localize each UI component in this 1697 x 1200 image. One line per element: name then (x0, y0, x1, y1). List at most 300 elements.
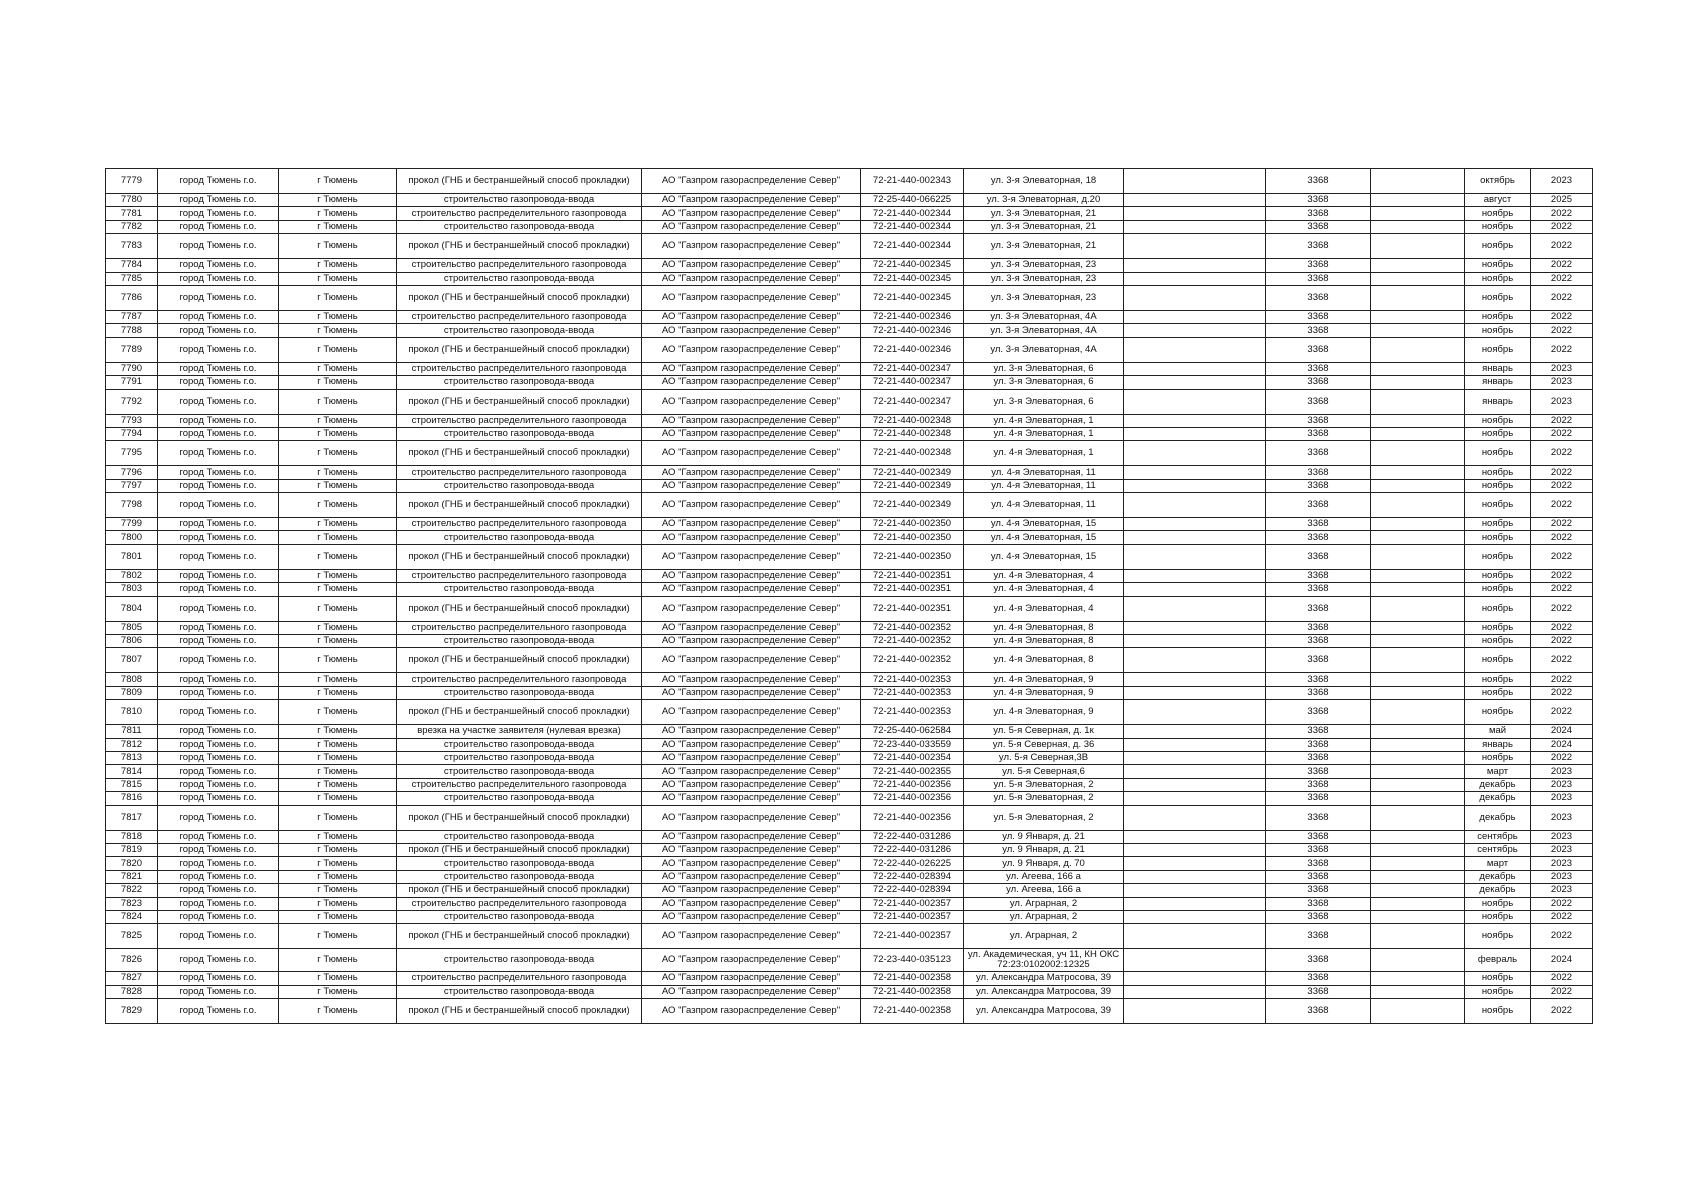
month-cell: ноябрь (1465, 466, 1531, 479)
work-type-cell: строительство газопровода-ввода (397, 686, 642, 699)
empty-cell (1124, 310, 1266, 323)
empty-cell (1371, 337, 1465, 362)
work-type-cell: прокол (ГНБ и бестраншейный способ прокладки) (397, 999, 642, 1024)
address-cell: ул. 4-я Элеваторная, 9 (964, 686, 1124, 699)
row-number-cell: 7785 (106, 272, 158, 285)
address-cell: ул. 3-я Элеваторная, 4А (964, 337, 1124, 362)
organization-cell: АО "Газпром газораспределение Север" (642, 843, 861, 856)
year-cell: 2022 (1531, 493, 1593, 518)
month-cell: ноябрь (1465, 518, 1531, 531)
locality-cell: г Тюмень (279, 778, 397, 791)
organization-cell: АО "Газпром газораспределение Север" (642, 389, 861, 414)
municipality-cell: город Тюмень г.о. (158, 324, 279, 337)
municipality-cell: город Тюмень г.о. (158, 686, 279, 699)
registry-number-cell: 72-21-440-002358 (861, 985, 964, 998)
empty-cell (1371, 493, 1465, 518)
row-number-cell: 7791 (106, 376, 158, 389)
empty-cell (1124, 441, 1266, 466)
locality-cell: г Тюмень (279, 924, 397, 949)
organization-cell: АО "Газпром газораспределение Север" (642, 648, 861, 673)
year-cell: 2022 (1531, 700, 1593, 725)
month-cell: ноябрь (1465, 596, 1531, 621)
empty-cell (1124, 389, 1266, 414)
table-row (106, 972, 1593, 985)
work-type-cell: прокол (ГНБ и бестраншейный способ прокладки) (397, 596, 642, 621)
year-cell: 2022 (1531, 972, 1593, 985)
code-cell: 3368 (1266, 792, 1371, 805)
registry-number-cell: 72-21-440-002347 (861, 362, 964, 375)
month-cell: ноябрь (1465, 337, 1531, 362)
work-type-cell: строительство газопровода-ввода (397, 870, 642, 883)
organization-cell: АО "Газпром газораспределение Север" (642, 310, 861, 323)
empty-cell (1371, 285, 1465, 310)
code-cell: 3368 (1266, 700, 1371, 725)
locality-cell: г Тюмень (279, 738, 397, 751)
municipality-cell: город Тюмень г.о. (158, 427, 279, 440)
empty-cell (1124, 870, 1266, 883)
empty-cell (1124, 479, 1266, 492)
table-row (106, 999, 1593, 1024)
empty-cell (1371, 884, 1465, 897)
empty-cell (1371, 700, 1465, 725)
empty-cell (1124, 220, 1266, 233)
organization-cell: АО "Газпром газораспределение Север" (642, 985, 861, 998)
work-type-cell: строительство газопровода-ввода (397, 272, 642, 285)
row-number-cell: 7818 (106, 830, 158, 843)
work-type-cell: строительство газопровода-ввода (397, 985, 642, 998)
row-number-cell: 7794 (106, 427, 158, 440)
organization-cell: АО "Газпром газораспределение Север" (642, 738, 861, 751)
registry-number-cell: 72-21-440-002351 (861, 583, 964, 596)
address-cell: ул. 4-я Элеваторная, 4 (964, 569, 1124, 582)
month-cell: ноябрь (1465, 621, 1531, 634)
locality-cell: г Тюмень (279, 700, 397, 725)
table-row (106, 569, 1593, 582)
code-cell: 3368 (1266, 414, 1371, 427)
locality-cell: г Тюмень (279, 999, 397, 1024)
registry-number-cell: 72-22-440-026225 (861, 857, 964, 870)
year-cell: 2023 (1531, 857, 1593, 870)
table-row (106, 897, 1593, 910)
work-type-cell: строительство распределительного газопровода (397, 362, 642, 375)
month-cell: ноябрь (1465, 531, 1531, 544)
registry-number-cell: 72-21-440-002349 (861, 466, 964, 479)
row-number-cell: 7807 (106, 648, 158, 673)
municipality-cell: город Тюмень г.о. (158, 778, 279, 791)
empty-cell (1371, 544, 1465, 569)
municipality-cell: город Тюмень г.о. (158, 362, 279, 375)
month-cell: ноябрь (1465, 897, 1531, 910)
code-cell: 3368 (1266, 949, 1371, 972)
work-type-cell: строительство газопровода-ввода (397, 427, 642, 440)
empty-cell (1371, 596, 1465, 621)
work-type-cell: строительство газопровода-ввода (397, 479, 642, 492)
empty-cell (1124, 272, 1266, 285)
table-row (106, 234, 1593, 259)
organization-cell: АО "Газпром газораспределение Север" (642, 362, 861, 375)
code-cell: 3368 (1266, 830, 1371, 843)
work-type-cell: прокол (ГНБ и бестраншейный способ прокладки) (397, 648, 642, 673)
municipality-cell: город Тюмень г.о. (158, 738, 279, 751)
municipality-cell: город Тюмень г.о. (158, 949, 279, 972)
month-cell: август (1465, 194, 1531, 207)
code-cell: 3368 (1266, 220, 1371, 233)
work-type-cell: строительство газопровода-ввода (397, 751, 642, 764)
empty-cell (1124, 207, 1266, 220)
empty-cell (1124, 414, 1266, 427)
organization-cell: АО "Газпром газораспределение Север" (642, 725, 861, 738)
empty-cell (1371, 362, 1465, 375)
registry-number-cell: 72-21-440-002356 (861, 792, 964, 805)
address-cell: ул. 4-я Элеваторная, 4 (964, 583, 1124, 596)
locality-cell: г Тюмень (279, 479, 397, 492)
table-row (106, 376, 1593, 389)
registry-number-cell: 72-21-440-002350 (861, 518, 964, 531)
code-cell: 3368 (1266, 910, 1371, 923)
empty-cell (1371, 466, 1465, 479)
municipality-cell: город Тюмень г.о. (158, 259, 279, 272)
row-number-cell: 7821 (106, 870, 158, 883)
table-row (106, 648, 1593, 673)
row-number-cell: 7820 (106, 857, 158, 870)
empty-cell (1124, 738, 1266, 751)
empty-cell (1371, 738, 1465, 751)
year-cell: 2023 (1531, 362, 1593, 375)
address-cell: ул. 3-я Элеваторная, 21 (964, 207, 1124, 220)
organization-cell: АО "Газпром газораспределение Север" (642, 999, 861, 1024)
code-cell: 3368 (1266, 924, 1371, 949)
registry-number-cell: 72-21-440-002353 (861, 700, 964, 725)
address-cell: ул. 4-я Элеваторная, 11 (964, 479, 1124, 492)
work-type-cell: строительство газопровода-ввода (397, 376, 642, 389)
code-cell: 3368 (1266, 518, 1371, 531)
table-row (106, 621, 1593, 634)
address-cell: ул. 4-я Элеваторная, 8 (964, 635, 1124, 648)
locality-cell: г Тюмень (279, 169, 397, 194)
month-cell: январь (1465, 738, 1531, 751)
registry-number-cell: 72-22-440-031286 (861, 830, 964, 843)
row-number-cell: 7819 (106, 843, 158, 856)
municipality-cell: город Тюмень г.о. (158, 985, 279, 998)
municipality-cell: город Тюмень г.о. (158, 466, 279, 479)
month-cell: ноябрь (1465, 441, 1531, 466)
code-cell: 3368 (1266, 272, 1371, 285)
empty-cell (1124, 700, 1266, 725)
year-cell: 2022 (1531, 635, 1593, 648)
empty-cell (1371, 324, 1465, 337)
registry-number-cell: 72-23-440-035123 (861, 949, 964, 972)
month-cell: ноябрь (1465, 985, 1531, 998)
municipality-cell: город Тюмень г.о. (158, 169, 279, 194)
row-number-cell: 7798 (106, 493, 158, 518)
organization-cell: АО "Газпром газораспределение Север" (642, 792, 861, 805)
year-cell: 2023 (1531, 805, 1593, 830)
registry-number-cell: 72-21-440-002347 (861, 376, 964, 389)
municipality-cell: город Тюмень г.о. (158, 596, 279, 621)
municipality-cell: город Тюмень г.о. (158, 583, 279, 596)
code-cell: 3368 (1266, 234, 1371, 259)
municipality-cell: город Тюмень г.о. (158, 310, 279, 323)
table-body (106, 169, 1593, 1024)
row-number-cell: 7786 (106, 285, 158, 310)
table-row (106, 583, 1593, 596)
empty-cell (1124, 234, 1266, 259)
registry-number-cell: 72-21-440-002346 (861, 337, 964, 362)
year-cell: 2022 (1531, 479, 1593, 492)
code-cell: 3368 (1266, 999, 1371, 1024)
month-cell: ноябрь (1465, 427, 1531, 440)
organization-cell: АО "Газпром газораспределение Север" (642, 673, 861, 686)
row-number-cell: 7795 (106, 441, 158, 466)
empty-cell (1124, 376, 1266, 389)
row-number-cell: 7802 (106, 569, 158, 582)
empty-cell (1124, 569, 1266, 582)
empty-cell (1124, 765, 1266, 778)
address-cell: ул. 3-я Элеваторная, 4А (964, 310, 1124, 323)
locality-cell: г Тюмень (279, 234, 397, 259)
empty-cell (1371, 621, 1465, 634)
empty-cell (1371, 765, 1465, 778)
address-cell: ул. 9 Января, д. 21 (964, 843, 1124, 856)
locality-cell: г Тюмень (279, 792, 397, 805)
address-cell: ул. 3-я Элеваторная, д.20 (964, 194, 1124, 207)
table-row (106, 310, 1593, 323)
locality-cell: г Тюмень (279, 324, 397, 337)
organization-cell: АО "Газпром газораспределение Север" (642, 479, 861, 492)
empty-cell (1371, 259, 1465, 272)
locality-cell: г Тюмень (279, 414, 397, 427)
empty-cell (1371, 569, 1465, 582)
municipality-cell: город Тюмень г.о. (158, 805, 279, 830)
code-cell: 3368 (1266, 884, 1371, 897)
row-number-cell: 7797 (106, 479, 158, 492)
work-type-cell: прокол (ГНБ и бестраншейный способ прокладки) (397, 884, 642, 897)
work-type-cell: прокол (ГНБ и бестраншейный способ прокладки) (397, 805, 642, 830)
address-cell: ул. 4-я Элеваторная, 11 (964, 493, 1124, 518)
year-cell: 2022 (1531, 220, 1593, 233)
year-cell: 2022 (1531, 583, 1593, 596)
code-cell: 3368 (1266, 621, 1371, 634)
row-number-cell: 7804 (106, 596, 158, 621)
registry-number-cell: 72-21-440-002349 (861, 493, 964, 518)
work-type-cell: строительство газопровода-ввода (397, 531, 642, 544)
work-type-cell: строительство газопровода-ввода (397, 220, 642, 233)
table-row (106, 635, 1593, 648)
locality-cell: г Тюмень (279, 596, 397, 621)
row-number-cell: 7825 (106, 924, 158, 949)
empty-cell (1124, 999, 1266, 1024)
organization-cell: АО "Газпром газораспределение Север" (642, 830, 861, 843)
year-cell: 2023 (1531, 376, 1593, 389)
locality-cell: г Тюмень (279, 569, 397, 582)
organization-cell: АО "Газпром газораспределение Север" (642, 910, 861, 923)
municipality-cell: город Тюмень г.о. (158, 725, 279, 738)
month-cell: октябрь (1465, 169, 1531, 194)
month-cell: ноябрь (1465, 285, 1531, 310)
year-cell: 2023 (1531, 870, 1593, 883)
month-cell: декабрь (1465, 805, 1531, 830)
organization-cell: АО "Газпром газораспределение Север" (642, 207, 861, 220)
address-cell: ул. 4-я Элеваторная, 4 (964, 596, 1124, 621)
municipality-cell: город Тюмень г.о. (158, 285, 279, 310)
empty-cell (1124, 362, 1266, 375)
month-cell: ноябрь (1465, 924, 1531, 949)
year-cell: 2022 (1531, 337, 1593, 362)
row-number-cell: 7780 (106, 194, 158, 207)
organization-cell: АО "Газпром газораспределение Север" (642, 751, 861, 764)
organization-cell: АО "Газпром газораспределение Север" (642, 870, 861, 883)
locality-cell: г Тюмень (279, 843, 397, 856)
empty-cell (1371, 194, 1465, 207)
table-row (106, 493, 1593, 518)
municipality-cell: город Тюмень г.о. (158, 220, 279, 233)
table-row (106, 738, 1593, 751)
month-cell: ноябрь (1465, 234, 1531, 259)
address-cell: ул. 5-я Северная, д. 36 (964, 738, 1124, 751)
row-number-cell: 7782 (106, 220, 158, 233)
empty-cell (1371, 272, 1465, 285)
registry-number-cell: 72-21-440-002352 (861, 635, 964, 648)
locality-cell: г Тюмень (279, 427, 397, 440)
row-number-cell: 7792 (106, 389, 158, 414)
table-row (106, 857, 1593, 870)
month-cell: ноябрь (1465, 751, 1531, 764)
table-row (106, 910, 1593, 923)
table-row (106, 544, 1593, 569)
code-cell: 3368 (1266, 648, 1371, 673)
municipality-cell: город Тюмень г.о. (158, 635, 279, 648)
locality-cell: г Тюмень (279, 362, 397, 375)
month-cell: ноябрь (1465, 910, 1531, 923)
organization-cell: АО "Газпром газораспределение Север" (642, 518, 861, 531)
row-number-cell: 7781 (106, 207, 158, 220)
locality-cell: г Тюмень (279, 310, 397, 323)
municipality-cell: город Тюмень г.о. (158, 376, 279, 389)
address-cell: ул. 3-я Элеваторная, 21 (964, 234, 1124, 259)
month-cell: ноябрь (1465, 583, 1531, 596)
work-type-cell: прокол (ГНБ и бестраншейный способ прокладки) (397, 843, 642, 856)
empty-cell (1371, 910, 1465, 923)
code-cell: 3368 (1266, 725, 1371, 738)
empty-cell (1124, 259, 1266, 272)
year-cell: 2022 (1531, 234, 1593, 259)
year-cell: 2022 (1531, 569, 1593, 582)
empty-cell (1124, 884, 1266, 897)
empty-cell (1371, 583, 1465, 596)
table-row (106, 518, 1593, 531)
address-cell: ул. 3-я Элеваторная, 4А (964, 324, 1124, 337)
work-type-cell: прокол (ГНБ и бестраншейный способ прокладки) (397, 700, 642, 725)
work-type-cell: строительство распределительного газопровода (397, 259, 642, 272)
work-type-cell: строительство газопровода-ввода (397, 830, 642, 843)
organization-cell: АО "Газпром газораспределение Север" (642, 544, 861, 569)
month-cell: март (1465, 765, 1531, 778)
registry-number-cell: 72-25-440-066225 (861, 194, 964, 207)
locality-cell: г Тюмень (279, 870, 397, 883)
table-row (106, 259, 1593, 272)
address-cell: ул. 4-я Элеваторная, 1 (964, 414, 1124, 427)
locality-cell: г Тюмень (279, 466, 397, 479)
code-cell: 3368 (1266, 596, 1371, 621)
address-cell: ул. 9 Января, д. 70 (964, 857, 1124, 870)
organization-cell: АО "Газпром газораспределение Север" (642, 493, 861, 518)
table-row (106, 272, 1593, 285)
table-row (106, 924, 1593, 949)
address-cell: ул. 5-я Северная, д. 1к (964, 725, 1124, 738)
registry-number-cell: 72-21-440-002350 (861, 544, 964, 569)
row-number-cell: 7800 (106, 531, 158, 544)
registry-number-cell: 72-21-440-002347 (861, 389, 964, 414)
code-cell: 3368 (1266, 778, 1371, 791)
work-type-cell: прокол (ГНБ и бестраншейный способ прокладки) (397, 337, 642, 362)
row-number-cell: 7787 (106, 310, 158, 323)
registry-number-cell: 72-21-440-002348 (861, 441, 964, 466)
municipality-cell: город Тюмень г.о. (158, 924, 279, 949)
code-cell: 3368 (1266, 857, 1371, 870)
municipality-cell: город Тюмень г.о. (158, 830, 279, 843)
registry-number-cell: 72-21-440-002358 (861, 999, 964, 1024)
locality-cell: г Тюмень (279, 259, 397, 272)
registry-number-cell: 72-21-440-002346 (861, 324, 964, 337)
year-cell: 2024 (1531, 725, 1593, 738)
municipality-cell: город Тюмень г.о. (158, 972, 279, 985)
address-cell: ул. Агеева, 166 а (964, 870, 1124, 883)
row-number-cell: 7823 (106, 897, 158, 910)
address-cell: ул. 4-я Элеваторная, 9 (964, 673, 1124, 686)
month-cell: ноябрь (1465, 635, 1531, 648)
table-row (106, 843, 1593, 856)
empty-cell (1124, 466, 1266, 479)
empty-cell (1371, 870, 1465, 883)
registry-number-cell: 72-21-440-002356 (861, 805, 964, 830)
empty-cell (1371, 830, 1465, 843)
row-number-cell: 7799 (106, 518, 158, 531)
municipality-cell: город Тюмень г.о. (158, 999, 279, 1024)
code-cell: 3368 (1266, 635, 1371, 648)
locality-cell: г Тюмень (279, 972, 397, 985)
registry-number-cell: 72-23-440-033559 (861, 738, 964, 751)
empty-cell (1124, 518, 1266, 531)
empty-cell (1371, 220, 1465, 233)
code-cell: 3368 (1266, 805, 1371, 830)
locality-cell: г Тюмень (279, 635, 397, 648)
row-number-cell: 7827 (106, 972, 158, 985)
empty-cell (1371, 897, 1465, 910)
organization-cell: АО "Газпром газораспределение Север" (642, 466, 861, 479)
locality-cell: г Тюмень (279, 765, 397, 778)
empty-cell (1124, 583, 1266, 596)
empty-cell (1124, 621, 1266, 634)
organization-cell: АО "Газпром газораспределение Север" (642, 531, 861, 544)
organization-cell: АО "Газпром газораспределение Север" (642, 234, 861, 259)
table-row (106, 949, 1593, 972)
table-row (106, 884, 1593, 897)
year-cell: 2022 (1531, 285, 1593, 310)
empty-cell (1124, 792, 1266, 805)
locality-cell: г Тюмень (279, 389, 397, 414)
empty-cell (1124, 686, 1266, 699)
code-cell: 3368 (1266, 337, 1371, 362)
organization-cell: АО "Газпром газораспределение Север" (642, 949, 861, 972)
address-cell: ул. Александра Матросова, 39 (964, 972, 1124, 985)
locality-cell: г Тюмень (279, 686, 397, 699)
month-cell: ноябрь (1465, 648, 1531, 673)
code-cell: 3368 (1266, 738, 1371, 751)
address-cell: ул. 4-я Элеваторная, 9 (964, 700, 1124, 725)
year-cell: 2022 (1531, 310, 1593, 323)
row-number-cell: 7813 (106, 751, 158, 764)
year-cell: 2022 (1531, 999, 1593, 1024)
